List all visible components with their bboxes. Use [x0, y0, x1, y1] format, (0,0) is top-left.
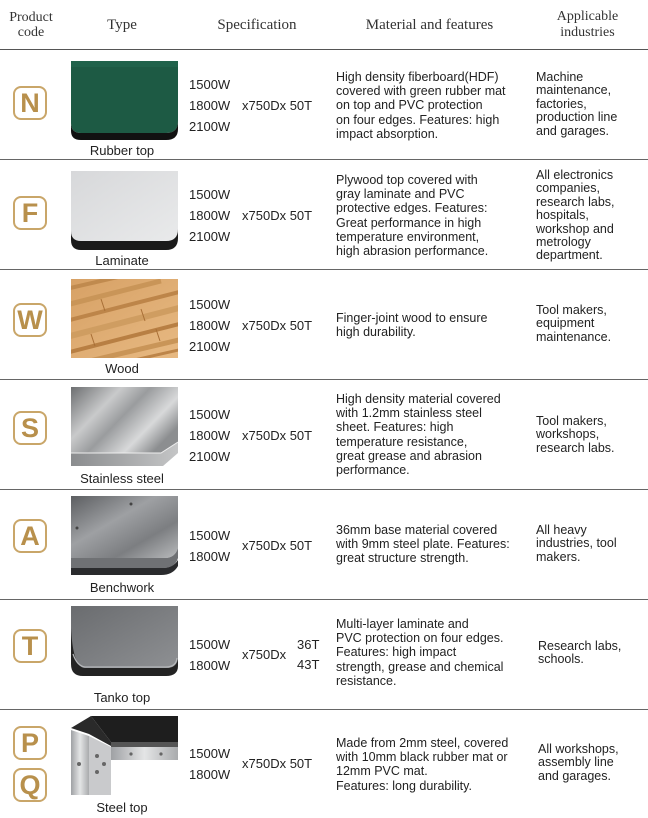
material-line: PVC protection on four edges.	[336, 631, 504, 646]
industry-line: All workshops,	[538, 742, 619, 756]
steel-top-image	[71, 716, 178, 795]
material-line: Great performance in high	[336, 215, 482, 230]
spec-dimension: x750Dx 50T	[242, 428, 313, 443]
material-line: on four edges. Features: high	[336, 112, 500, 127]
spec-watt: 1500W	[189, 187, 231, 202]
type-label: Benchwork	[89, 580, 155, 595]
spec-watt: 1800W	[189, 428, 231, 443]
applicable-industries	[538, 743, 648, 783]
spec-watt: 1500W	[189, 746, 231, 761]
product-code: Q	[19, 769, 41, 800]
industry-line: schools.	[538, 652, 584, 667]
product-code-badge	[13, 726, 47, 760]
material-line: protective edges. Features:	[336, 201, 488, 216]
table-row	[0, 710, 648, 818]
product-code-badge	[13, 411, 47, 445]
product-code: P	[20, 727, 39, 758]
product-code-badge	[13, 519, 47, 553]
laminate-image	[71, 171, 178, 250]
wood-image	[71, 279, 178, 358]
material-line: Features: high impact	[336, 645, 457, 660]
industry-line: All heavy	[536, 523, 587, 537]
material-line: temperature environment,	[336, 229, 480, 244]
product-code: F	[21, 197, 39, 228]
header-type: Type	[107, 16, 137, 33]
spec-thickness: 36T	[297, 637, 320, 652]
product-code: A	[20, 520, 40, 551]
industry-line: industries, tool	[536, 536, 617, 551]
material-line: High density material covered	[336, 392, 501, 406]
material-features	[336, 617, 526, 688]
spec-watt: 1800W	[189, 318, 231, 333]
spec-dimension: x750Dx 50T	[242, 98, 313, 113]
industry-line: equipment	[536, 316, 595, 331]
table-row	[0, 490, 648, 600]
product-code: N	[20, 87, 40, 118]
product-code: S	[20, 412, 39, 443]
type-label: Wood	[105, 361, 139, 376]
product-code-badge	[13, 303, 47, 337]
table-row	[0, 160, 648, 270]
header-product-code	[0, 0, 62, 49]
type-label: Steel top	[96, 800, 148, 815]
spec-watt: 1500W	[189, 528, 231, 543]
stainless-steel-image	[71, 387, 178, 466]
industry-line: Tool makers,	[536, 414, 607, 428]
spec-thickness: 43T	[297, 657, 320, 672]
industry-line: makers.	[536, 549, 581, 564]
material-line: with 10mm black rubber mat or	[336, 750, 508, 765]
header-material: Material and features	[365, 16, 494, 33]
industry-line: All electronics	[536, 168, 614, 182]
table-row	[0, 270, 648, 380]
material-line: strength, grease and chemical	[336, 659, 504, 674]
industry-line: Research labs,	[538, 639, 622, 653]
industry-line: companies,	[536, 181, 600, 196]
material-features	[336, 736, 526, 793]
table-row	[0, 600, 648, 710]
table-row	[0, 380, 648, 490]
industry-line: Tool makers,	[536, 303, 607, 317]
applicable-industries	[536, 524, 646, 564]
product-code-badge	[13, 196, 47, 230]
material-features	[336, 70, 526, 141]
spec-dimension: x750Dx 50T	[242, 208, 313, 223]
material-line: Multi-layer laminate and	[336, 617, 469, 631]
type-label: Rubber top	[89, 143, 155, 158]
product-code-badge	[13, 768, 47, 802]
material-line: 12mm PVC mat.	[336, 764, 428, 779]
product-code-badge	[13, 86, 47, 120]
material-line: Made from 2mm steel, covered	[336, 736, 509, 750]
industry-line: production line	[536, 110, 618, 125]
applicable-industries	[538, 640, 648, 667]
spec-dimension: x750Dx	[242, 647, 287, 662]
material-features	[336, 311, 526, 339]
industry-line: factories,	[536, 96, 587, 111]
material-line: with 1.2mm stainless steel	[336, 406, 482, 421]
spec-dimension: x750Dx 50T	[242, 318, 313, 333]
header-app-line2: industries	[560, 24, 615, 40]
material-features	[336, 392, 526, 477]
spec-watt: 2100W	[189, 229, 231, 244]
type-label: Stainless steel	[80, 471, 164, 486]
type-label: Tanko top	[93, 690, 151, 705]
benchwork-image	[71, 496, 178, 575]
material-line: High density fiberboard(HDF)	[336, 70, 499, 84]
header-specification: Specification	[217, 16, 297, 33]
material-line: covered with green rubber mat	[336, 84, 506, 99]
spec-watt: 1500W	[189, 407, 231, 422]
industry-line: Machine	[536, 70, 584, 84]
material-line: impact absorption.	[336, 126, 439, 141]
type-label: Laminate	[95, 253, 149, 268]
spec-watt: 1800W	[189, 767, 231, 782]
material-line: on top and PVC protection	[336, 98, 483, 113]
industry-line: workshop and	[536, 221, 614, 236]
material-features	[336, 523, 526, 566]
spec-watt: 2100W	[189, 119, 231, 134]
material-line: temperature resistance,	[336, 434, 468, 449]
table-row	[0, 50, 648, 160]
material-line: high abrasion performance.	[336, 244, 489, 259]
spec-watt: 1800W	[189, 98, 231, 113]
spec-watt: 1500W	[189, 77, 231, 92]
spec-dimension: x750Dx 50T	[242, 756, 313, 771]
material-line: gray laminate and PVC	[336, 187, 465, 202]
material-line: Plywood top covered with	[336, 173, 478, 187]
spec-watt: 1800W	[189, 549, 231, 564]
material-line: great structure strength.	[336, 551, 469, 566]
material-line: high durability.	[336, 325, 416, 340]
product-code: W	[17, 304, 43, 335]
product-code-badge	[13, 629, 47, 663]
header-app-line1: Applicable	[556, 8, 619, 24]
industry-line: maintenance.	[536, 329, 612, 344]
industry-line: research labs.	[536, 440, 615, 455]
spec-watt: 1500W	[189, 637, 231, 652]
header-industries	[527, 0, 648, 49]
product-code: T	[21, 630, 39, 661]
spec-watt: 1800W	[189, 208, 231, 223]
header-code-line1: Product	[9, 9, 53, 25]
applicable-industries	[536, 169, 646, 263]
material-line: sheet. Features: high	[336, 420, 454, 435]
material-line: Features: long durability.	[336, 778, 472, 793]
tanko-top-image	[71, 606, 178, 685]
rubber-top-image	[71, 61, 178, 140]
material-features	[336, 173, 526, 258]
industry-line: hospitals,	[536, 208, 589, 223]
industry-line: department.	[536, 248, 603, 263]
industry-line: and garages.	[538, 768, 611, 783]
applicable-industries	[536, 304, 646, 344]
industry-line: workshops,	[536, 427, 600, 442]
spec-watt: 2100W	[189, 339, 231, 354]
material-line: 36mm base material covered	[336, 523, 498, 537]
material-line: resistance.	[336, 673, 397, 688]
industry-line: metrology	[536, 235, 591, 250]
material-line: great grease and abrasion	[336, 448, 482, 463]
material-line: performance.	[336, 463, 410, 478]
material-line: Finger-joint wood to ensure	[336, 311, 488, 325]
industry-line: maintenance,	[536, 83, 612, 98]
spec-watt: 1500W	[189, 297, 231, 312]
spec-watt: 1800W	[189, 658, 231, 673]
applicable-industries	[536, 415, 646, 455]
header-code-line2: code	[17, 24, 45, 40]
industry-line: assembly line	[538, 755, 614, 770]
applicable-industries	[536, 71, 646, 138]
material-line: with 9mm steel plate. Features:	[336, 537, 510, 552]
spec-dimension: x750Dx 50T	[242, 538, 313, 553]
industry-line: research labs,	[536, 194, 615, 209]
spec-watt: 2100W	[189, 449, 231, 464]
table-header	[0, 0, 648, 50]
industry-line: and garages.	[536, 123, 609, 138]
